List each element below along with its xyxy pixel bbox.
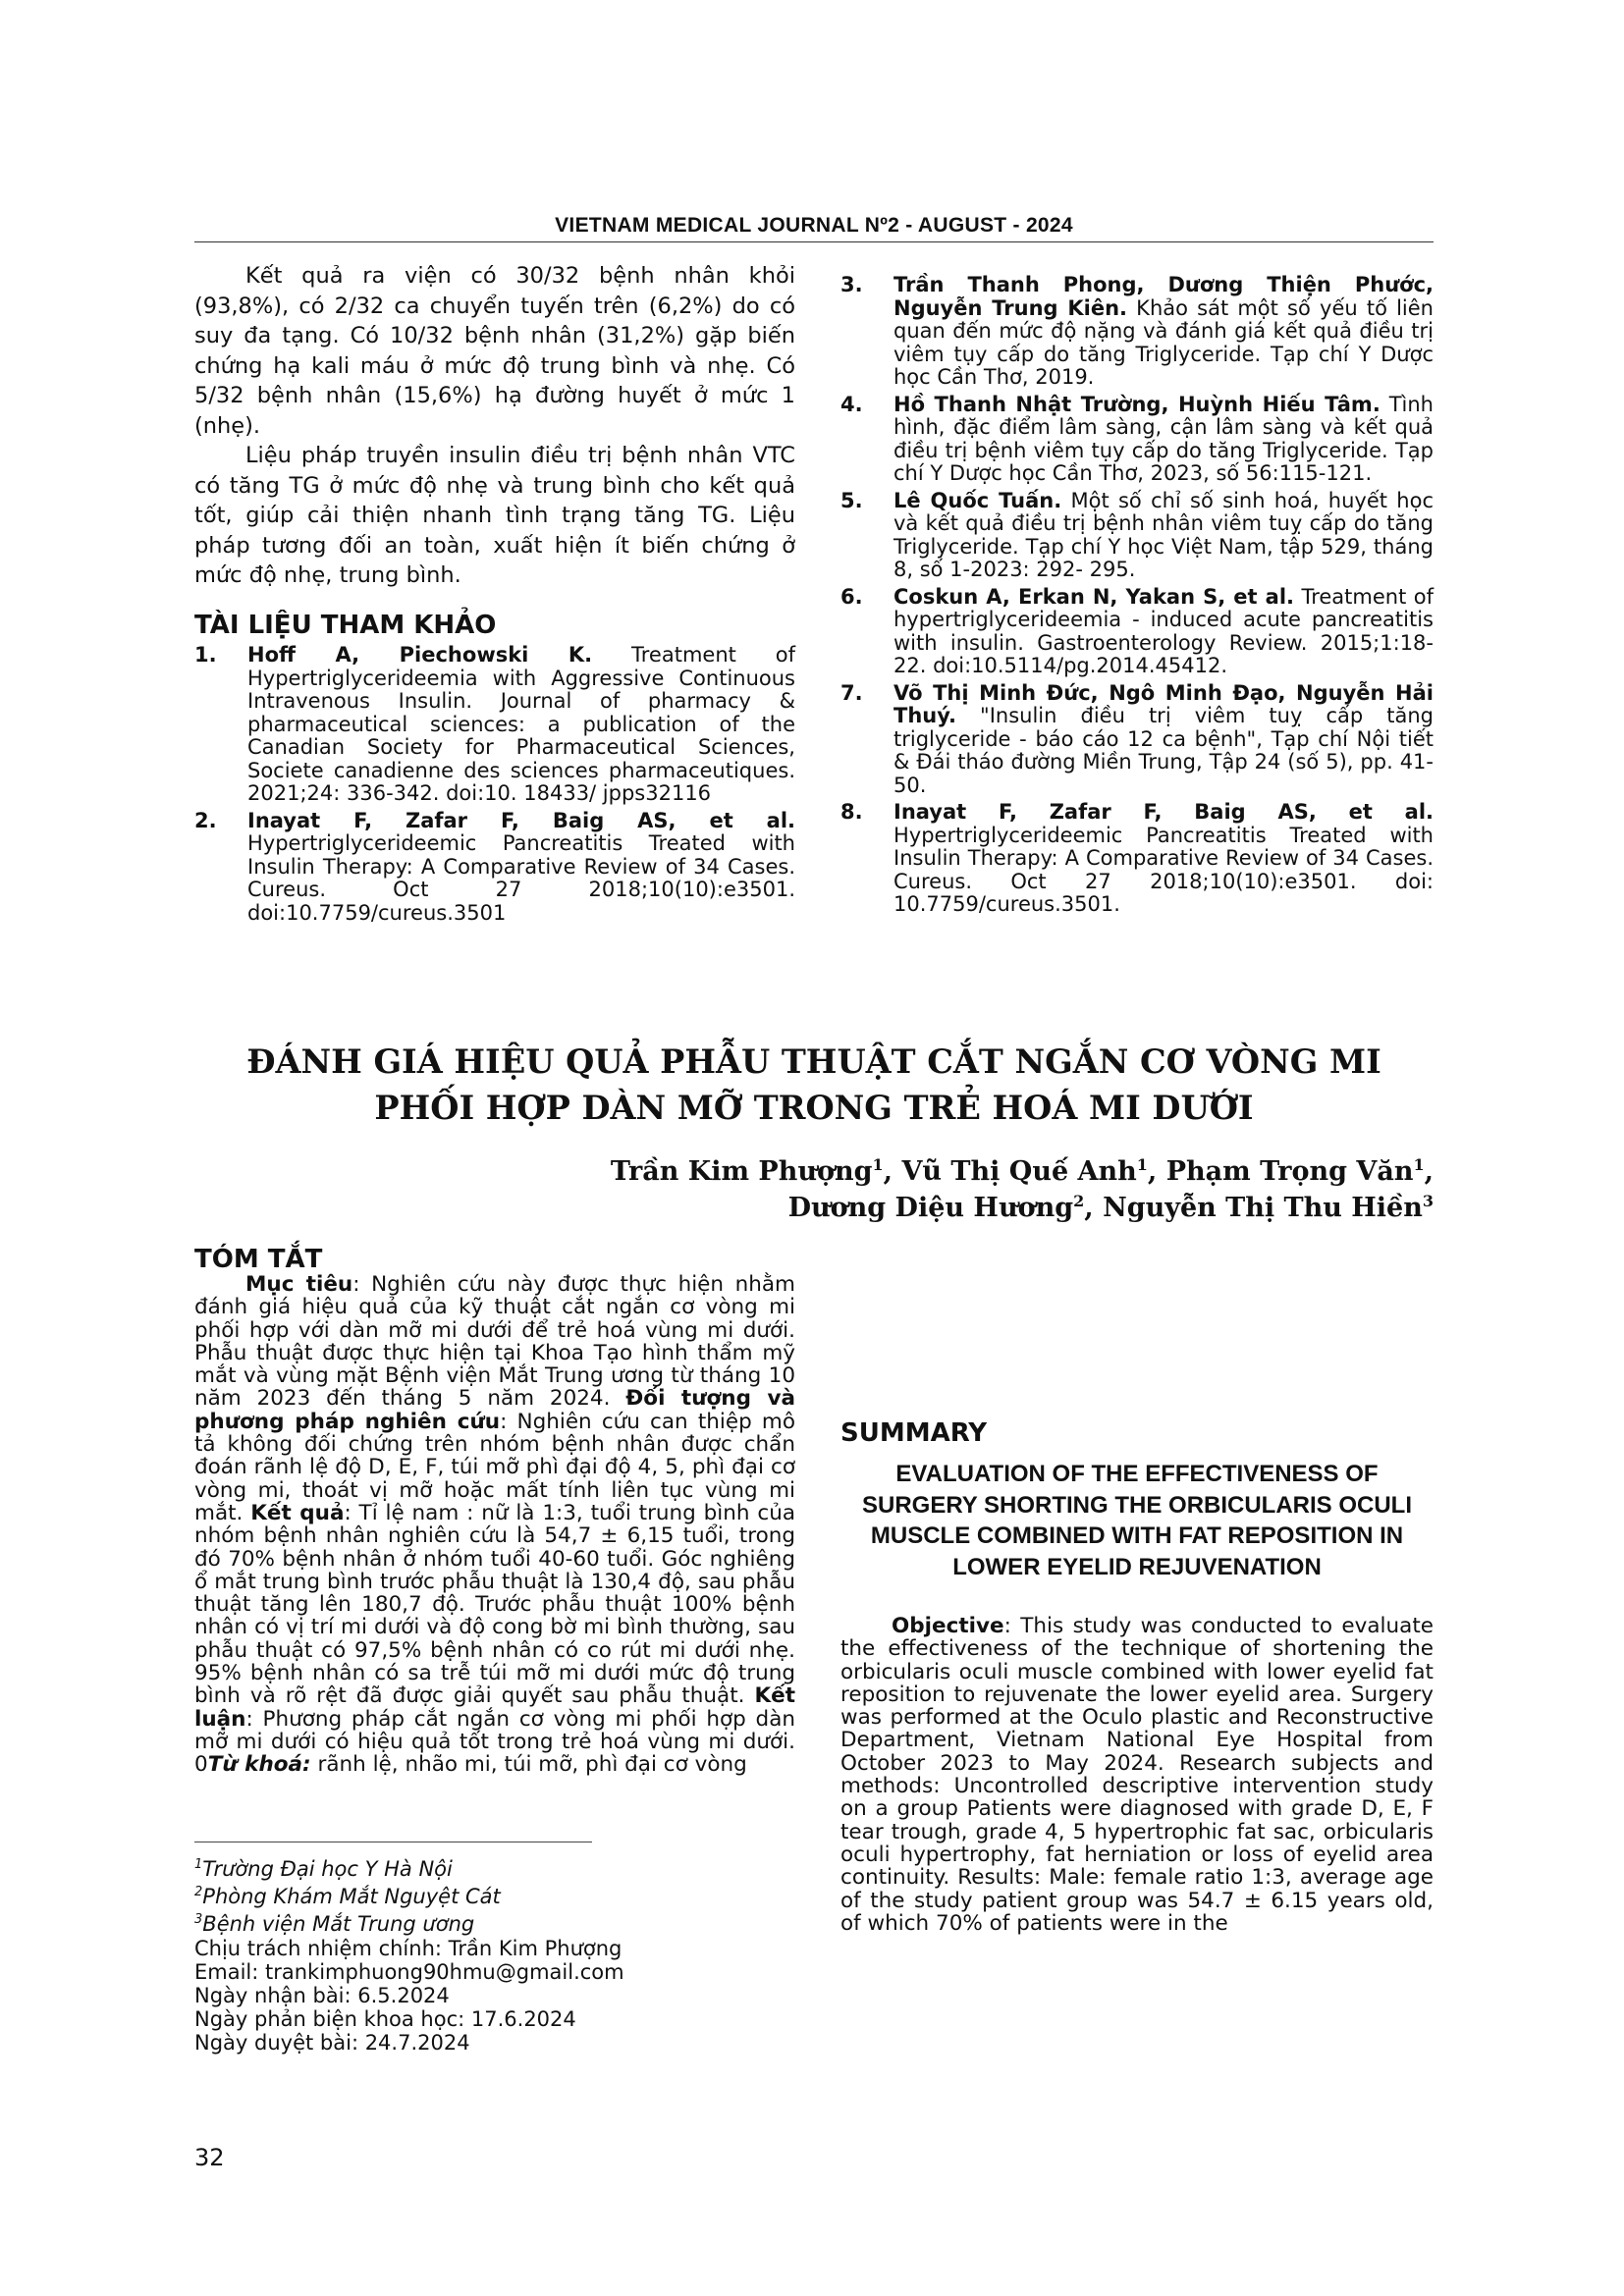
reference-authors: Lê Quốc Tuấn. [893,488,1062,512]
tomtat-heading: TÓM TẮT [194,1245,323,1274]
author-affiliation-mark: 3 [1422,1192,1434,1210]
reference-authors: Hồ Thanh Nhật Trường, Huỳnh Hiếu Tâm. [893,392,1380,416]
reference-text [893,682,1434,798]
author-affiliation-mark: 2 [1073,1192,1085,1210]
reference-number: 2. [194,808,217,832]
reference-authors: Hoff A, Piechowski K. [247,643,593,667]
reference-item [840,682,1434,798]
reference-number: 7. [840,680,863,705]
article-title-line-1: ĐÁNH GIÁ HIỆU QUẢ PHẪU THUẬT CẮT NGẮN CƠ VÒNG MI [246,1042,1381,1081]
prev-article-right-column [840,274,1434,921]
conclusion-label: Kết luận [194,1683,795,1732]
prev-paragraph-2: Liệu pháp truyền insulin điều trị bệnh nhân VTC có tăng TG ở mức độ nhẹ và trung bình cho kết quả tốt, giúp cải thiện nhanh tình trạng tăng TG. Liệu pháp tương đối an toàn, xuất hiện ít biến chứng ở mức độ nhẹ, trung bình. [194,443,795,588]
email: Email: trankimphuong90hmu@gmail.com [194,1959,624,1984]
reference-item [840,394,1434,486]
methods-label: Đối tượng và phương pháp nghiên cứu [194,1386,795,1434]
affiliation-3: $^3$Bệnh viện Mắt Trung ương [194,1912,475,1937]
keywords-label: Từ khoá: [207,1752,311,1778]
references-list-left [194,644,795,925]
summary-objective-text: : This study was conducted to evaluate the effectiveness of the technique of shortening the orbicularis oculi muscle combined with lower eyelid fat reposition to rejuvenate the lower eyelid area. Surgery was performed at the Oculo plastic and Reconstructive Department, Vietnam National Eye Hospital from October 2023 to May 2024. Research subjects and methods: Uncontrolled descriptive intervention study on a group Patients were diagnosed with grade D, E, F tear trough, grade 4, 5 hypertrophic fat sac, orbicularis oculi hypertrophy, fat herniation or loss of eyelid area continuity. Results: Male: female ratio 1:3, average age of the study patient group was 54.7 ± 6.15 years old, of which 70% of patients were in the [840,1614,1434,1936]
page-number: 32 [194,2144,225,2171]
article-title [194,1039,1434,1131]
reference-body: "Insulin điều trị viêm tuỵ cấp tăng triglyceride - báo cáo 12 ca bệnh", Tạp chí Nội tiết & Đái tháo đường Miền Trung, Tập 24 (số 5), pp. 41-50. [893,704,1434,797]
reference-number: 4. [840,392,863,416]
summary-title: EVALUATION OF THE EFFECTIVENESS OF SURGERY SHORTING THE ORBICULARIS OCULI MUSCLE COMBINED WITH FAT REPOSITION IN LOWER EYELID REJUVENATION [861,1461,1413,1580]
date-reviewed: Ngày phản biện khoa học: 17.6.2024 [194,2007,576,2032]
footnotes [194,1853,744,2056]
journal-header: VIETNAM MEDICAL JOURNAL Nº2 - AUGUST - 2024 [555,214,1073,237]
reference-authors: Võ Thị Minh Đức, Ngô Minh Đạo, Nguyễn Hải Thuý. [893,680,1434,727]
tomtat-abstract [194,1273,795,1777]
author-separator: , [1084,1193,1104,1223]
reference-item [840,586,1434,678]
date-accepted: Ngày duyệt bài: 24.7.2024 [194,2031,470,2056]
reference-number: 8. [840,800,863,824]
header-rule [194,241,1434,242]
reference-text [893,586,1434,678]
reference-authors: Inayat F, Zafar F, Baig AS, et al. [247,808,795,832]
reference-authors: Trần Thanh Phong, Dương Thiện Phước, Nguyễn Trung Kiên. [893,273,1434,320]
reference-body: Tình hình, đặc điểm lâm sàng, cận lâm sàng và kết quả điều trị bệnh viêm tụy cấp do tăng Triglyceride. Tạp chí Y Dược học Cần Thơ, 2023, số 56:115-121. [893,392,1434,485]
reference-text [247,810,795,926]
reference-item [840,274,1434,390]
reference-number: 1. [194,643,217,667]
author-separator: , [1424,1156,1434,1187]
conclusion-text: : Phương pháp cắt ngắn cơ vòng mi phối hợp dàn mỡ mi dưới có hiệu quả tốt trong trẻ hoá vùng mi dưới. 0 [194,1706,795,1778]
summary-paragraph [840,1615,1434,1935]
reference-body: Một số chỉ số sinh hoá, huyết học và kết quả điều trị bệnh nhân viêm tuỵ cấp do tăng Triglyceride. Tạp chí Y học Việt Nam, tập 529, tháng 8, số 1-2023: 292- 295. [893,488,1434,581]
authors-line-2 [452,1183,1434,1226]
references-list-right [840,274,1434,917]
corresponding-author: Chịu trách nhiệm chính: Trần Kim Phượng [194,1936,623,1960]
reference-body: Treatment of Hypertriglycerideemia with Aggressive Continuous Intravenous Insulin. Journal of pharmacy & pharmaceutical sciences: a publication of the Canadian Society for Pharmaceutical Sciences, Societe canadienne des sciences pharmaceutiques. 2021;24: 336-342. doi:10. 18433/ jpps32116 [247,643,795,805]
author-name: Dương Diệu Hương [787,1193,1074,1223]
reference-text [893,801,1434,917]
reference-body: Hypertriglycerideemic Pancreatitis Treated with Insulin Therapy: A Comparative Review of 34 Cases. Cureus. Oct 27 2018;10(10):e3501. doi: 10.7759/cureus.3501. [893,823,1434,916]
reference-text [893,394,1434,486]
affiliation-1: $^1$Trường Đại học Y Hà Nội [194,1857,453,1881]
results-label: Kết quả [250,1500,345,1525]
tomtat-paragraph [194,1273,795,1777]
reference-authors: Coskun A, Erkan N, Yakan S, et al. [893,584,1295,609]
author-affiliation-mark: 1 [1136,1155,1148,1174]
author-name: Vũ Thị Quế Anh [901,1156,1137,1187]
reference-item [194,644,795,806]
reference-text [247,644,795,806]
summary-abstract [840,1615,1434,1935]
prev-article-left-column [194,261,795,929]
reference-number: 6. [840,584,863,609]
objective-label: Mục tiêu [245,1272,353,1297]
author-affiliation-mark: 1 [872,1155,884,1174]
author-separator: , [883,1156,902,1187]
author-name: Trần Kim Phượng [610,1156,873,1187]
author-affiliation-mark: 1 [1413,1155,1425,1174]
reference-number: 5. [840,488,863,512]
author-name: Phạm Trọng Văn [1165,1156,1414,1187]
date-received: Ngày nhận bài: 6.5.2024 [194,1984,450,2008]
reference-number: 3. [840,273,863,296]
reference-item [840,490,1434,582]
reference-item [840,801,1434,917]
affiliation-2: $^2$Phòng Khám Mắt Nguyệt Cát [194,1885,501,1909]
reference-body: Hypertriglycerideemic Pancreatitis Treated with Insulin Therapy: A Comparative Review of 34 Cases. Cureus. Oct 27 2018;10(10):e3501. doi:10.7759/cureus.3501 [247,831,795,925]
references-heading: TÀI LIỆU THAM KHẢO [194,610,497,640]
author-separator: , [1147,1156,1166,1187]
reference-text [893,274,1434,390]
results-text: : Tỉ lệ nam : nữ là 1:3, tuổi trung bình của nhóm bệnh nhân nghiên cứu là 54,7 ± 6,15 tuổi, trong đó 70% bệnh nhân ở nhóm tuổi 40-60 tuổi. Góc nghiêng ổ mắt trung bình trước phẫu thuật là 130,4 độ, sau phẫu thuật tăng lên 180,7 độ. Trước phẫu thuật 100% bệnh nhân có vị trí mi dưới và độ cong bờ mi bình thường, sau phẫu thuật có 97,5% bệnh nhân có co rút mi dưới nhẹ. 95% bệnh nhân có sa trễ túi mỡ mi dưới mức độ trung bình và rõ rệt đã được giải quyết sau phẫu thuật. [194,1500,796,1709]
prev-paragraph-1: Kết quả ra viện có 30/32 bệnh nhân khỏi (93,8%), có 2/32 ca chuyển tuyến trên (6,2%) do có suy đa tạng. Có 10/32 bệnh nhân (31,2%) gặp biến chứng hạ kali máu ở mức độ trung bình và nhẹ. Có 5/32 bệnh nhân (15,6%) hạ đường huyết ở mức 1 (nhẹ). [194,263,795,439]
reference-body: Khảo sát một số yếu tố liên quan đến mức độ nặng và đánh giá kết quả điều trị viêm tụy cấp do tăng Triglyceride. Tạp chí Y Dược học Cần Thơ, 2019. [893,295,1434,389]
summary-heading: SUMMARY [840,1418,988,1448]
author-name: Nguyễn Thị Thu Hiền [1103,1193,1423,1223]
summary-objective-label: Objective [892,1614,1004,1638]
reference-item [194,810,795,926]
objective-text: : Nghiên cứu này được thực hiện nhằm đánh giá hiệu quả của kỹ thuật cắt ngắn cơ vòng mi phối hợp với dàn mỡ mi dưới để trẻ hoá vùng mi dưới. Phẫu thuật được thực hiện tại Khoa Tạo hình thẩm mỹ mắt và vùng mặt Bệnh viện Mắt Trung ương từ tháng 10 năm 2023 đến tháng 5 năm 2024. [194,1272,795,1412]
reference-body: Treatment of hypertriglycerideemia - induced acute pancreatitis with insulin. Gastroenterology Review. 2015;1:18-22. doi:10.5114/pg.2014.45412. [893,584,1435,677]
reference-authors: Inayat F, Zafar F, Baig AS, et al. [893,800,1434,824]
keywords-text: rãnh lệ, nhão mi, túi mỡ, phì đại cơ vòng [310,1752,747,1778]
methods-text: : Nghiên cứu can thiệp mô tả không đối chứng trên nhóm bệnh nhân được chẩn đoán rãnh lệ độ D, E, F, túi mỡ phì đại độ 4, 5, phì đại cơ vòng mi, thoát vị mỡ hoặc mất tính liên tục vùng mi mắt. [194,1409,795,1525]
article-title-line-2: PHỐI HỢP DÀN MỠ TRONG TRẺ HOÁ MI DƯỚI [374,1089,1254,1127]
reference-text [893,490,1434,582]
